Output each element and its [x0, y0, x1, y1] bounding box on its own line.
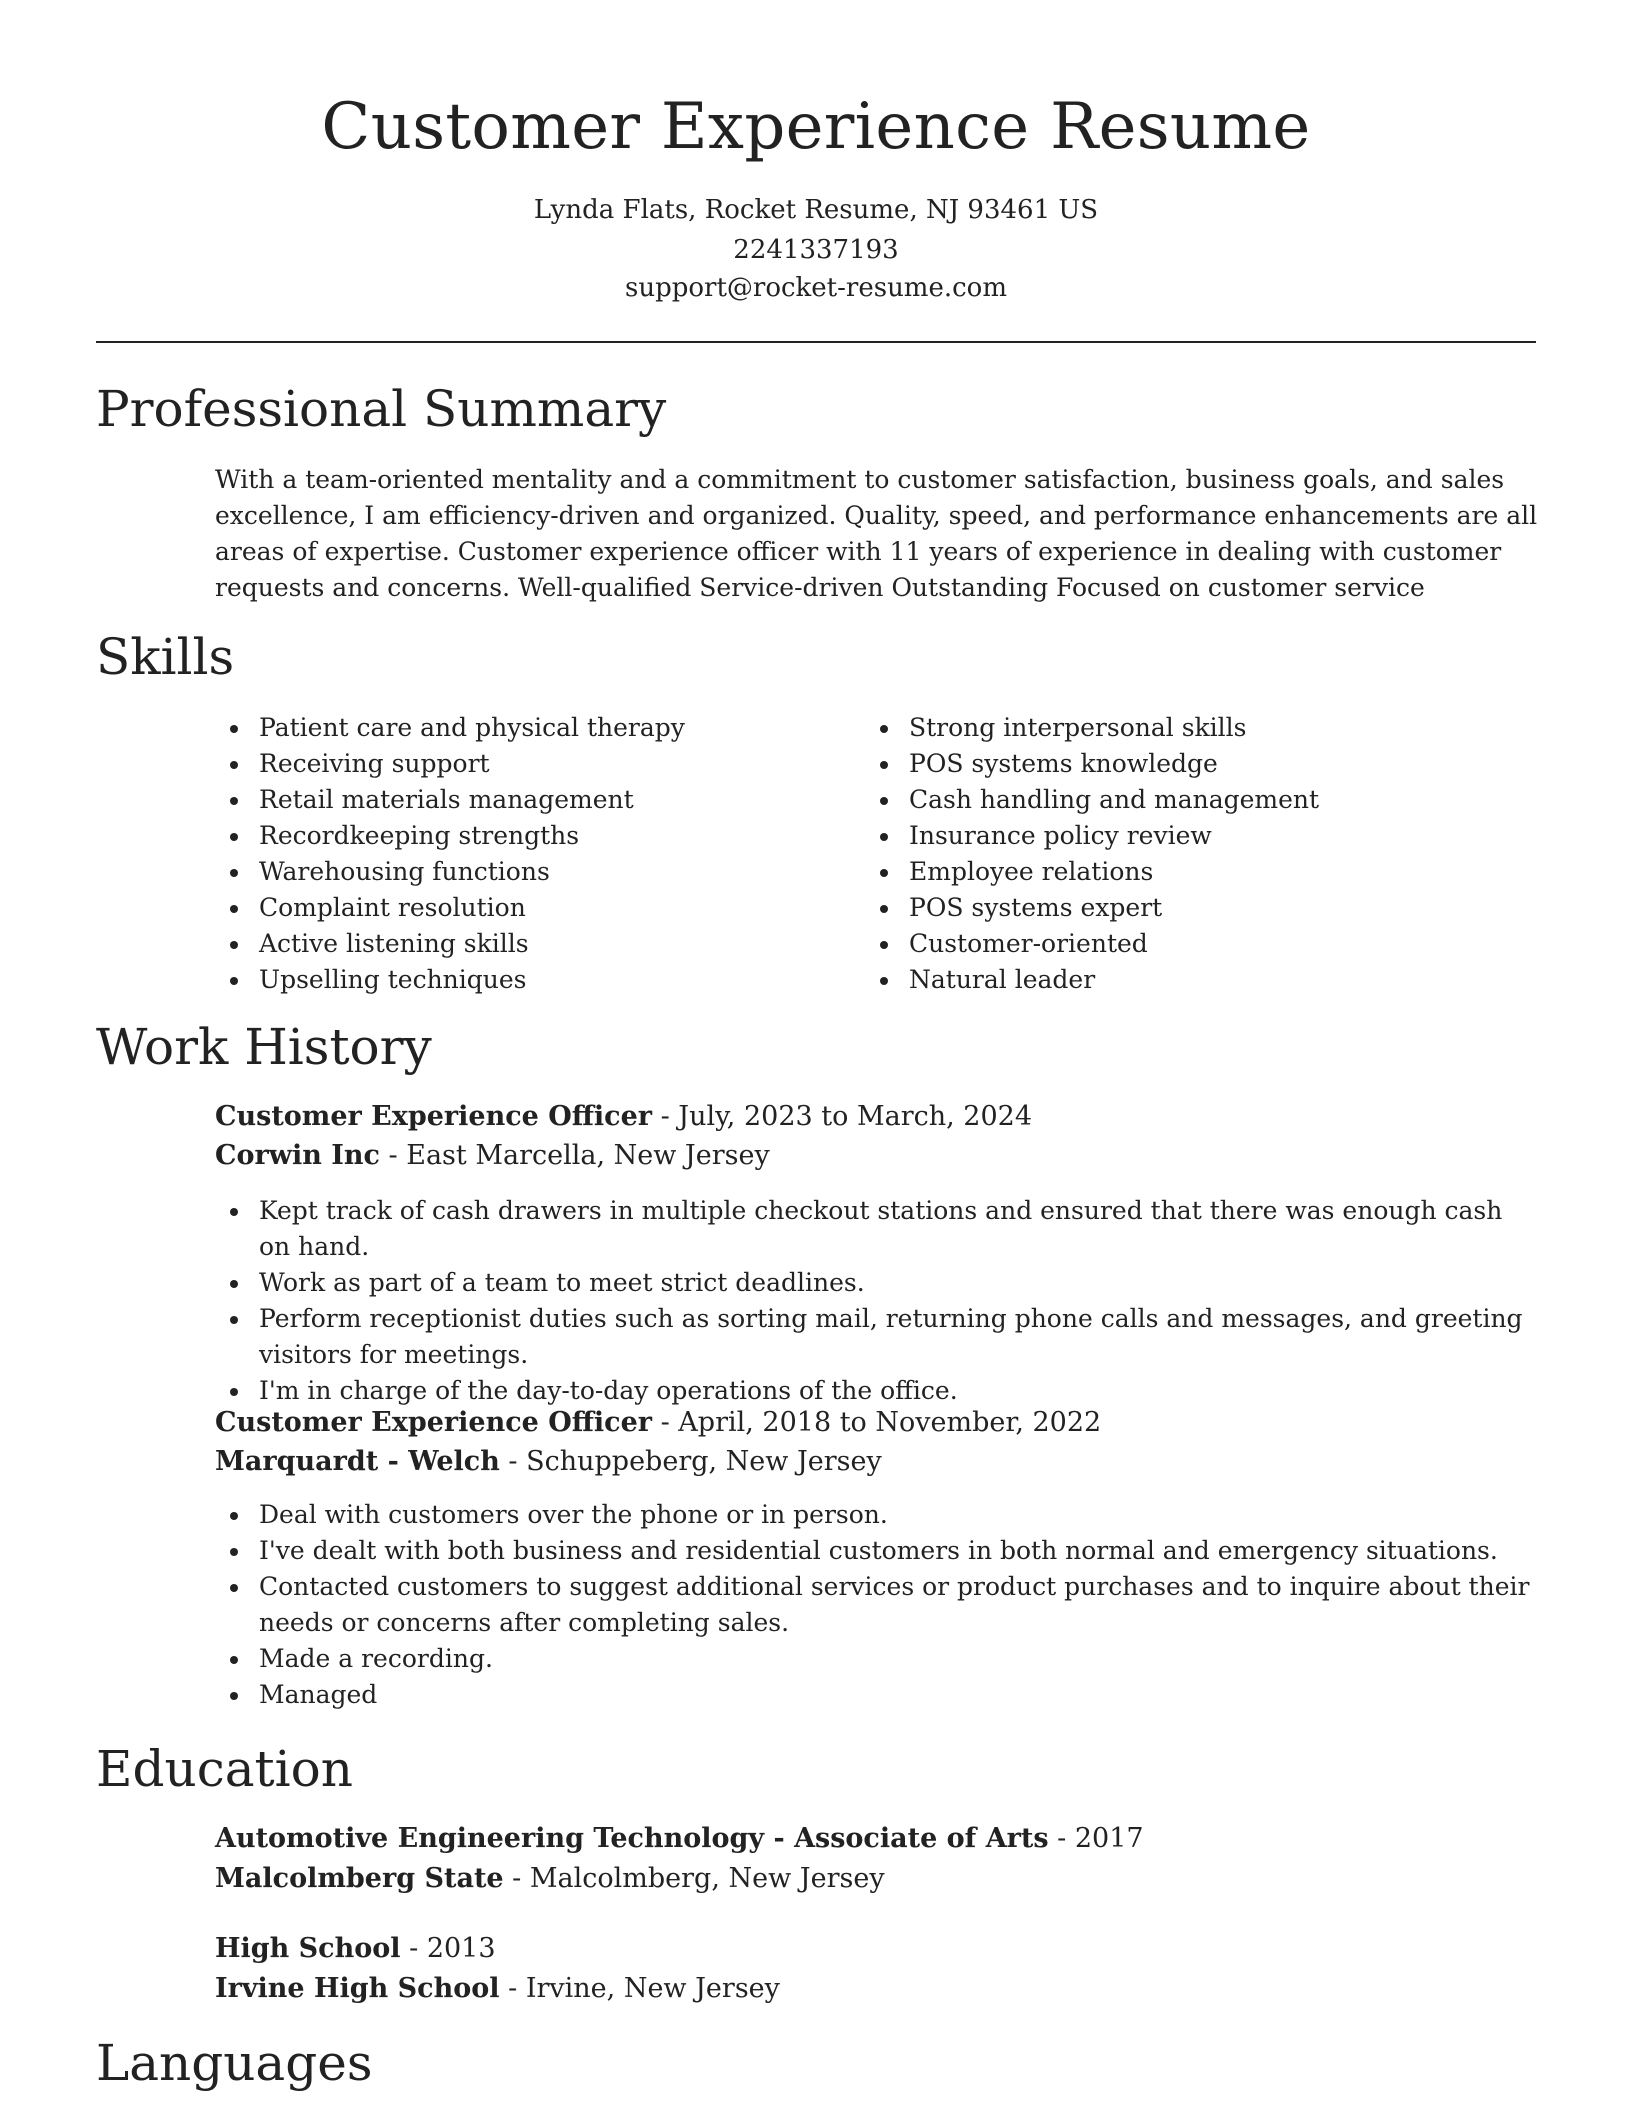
list-item: Patient care and physical therapy [215, 710, 835, 746]
contact-email: support@rocket-resume.com [624, 273, 1007, 303]
job-title: Customer Experience Officer [215, 1101, 652, 1132]
list-item: Customer-oriented [865, 926, 1485, 962]
work-heading: Work History [96, 1018, 432, 1076]
education-year: - 2013 [400, 1933, 496, 1964]
list-item: POS systems knowledge [865, 746, 1485, 782]
education-degree: Automotive Engineering Technology - Associate of Arts [215, 1823, 1049, 1854]
job-company-line [215, 1442, 882, 1482]
list-item: Made a recording. [215, 1641, 1540, 1677]
job-company-line [215, 1136, 770, 1176]
contact-phone: 2241337193 [733, 235, 899, 265]
list-item: Perform receptionist duties such as sorting mail, returning phone calls and messages, and greeting visitors for meetings. [215, 1301, 1540, 1373]
list-item: Employee relations [865, 854, 1485, 890]
summary-heading: Professional Summary [96, 380, 667, 438]
list-item: Warehousing functions [215, 854, 835, 890]
education-degree: High School [215, 1933, 401, 1964]
list-item: I'm in charge of the day-to-day operations of the office. [215, 1373, 1540, 1409]
job-location: - Schuppeberg, New Jersey [499, 1446, 882, 1477]
job-company: Corwin Inc [215, 1140, 380, 1171]
resume-title: Customer Experience Resume [321, 90, 1311, 164]
list-item: POS systems expert [865, 890, 1485, 926]
languages-heading: Languages [96, 2034, 373, 2092]
education-degree-line [215, 1819, 1144, 1859]
education-location: - Irvine, New Jersey [499, 1973, 780, 2004]
education-degree-line [215, 1929, 496, 1969]
list-item: Kept track of cash drawers in multiple checkout stations and ensured that there was enough cash on hand. [215, 1193, 1540, 1265]
skills-list-right [865, 710, 1485, 998]
list-item: Natural leader [865, 962, 1485, 998]
education-heading: Education [96, 1740, 353, 1798]
job-title-line [215, 1403, 1101, 1443]
education-school-line [215, 1969, 780, 2009]
education-school: Malcolmberg State [215, 1863, 504, 1894]
list-item: Work as part of a team to meet strict deadlines. [215, 1265, 1540, 1301]
list-item: Managed [215, 1677, 1540, 1713]
list-item: Cash handling and management [865, 782, 1485, 818]
contact-address: Lynda Flats, Rocket Resume, NJ 93461 US [533, 195, 1099, 225]
list-item: Strong interpersonal skills [865, 710, 1485, 746]
job-location: - East Marcella, New Jersey [379, 1140, 770, 1171]
list-item: Upselling techniques [215, 962, 835, 998]
job-duties-list [215, 1497, 1540, 1713]
list-item: Retail materials management [215, 782, 835, 818]
list-item: I've dealt with both business and residential customers in both normal and emergency situations. [215, 1533, 1540, 1569]
list-item: Receiving support [215, 746, 835, 782]
header-divider [96, 341, 1536, 343]
list-item: Contacted customers to suggest additional services or product purchases and to inquire about their needs or concerns after completing sales. [215, 1569, 1540, 1641]
summary-text: With a team-oriented mentality and a commitment to customer satisfaction, business goals, and sales excellence, I am efficiency-driven and organized. Quality, speed, and performance enhancements are all areas of expertise. Customer experience officer with 11 years of experience in dealing with customer requests and concerns. Well-qualified Service-driven Outstanding Focused on customer service [215, 465, 1538, 602]
list-item: Complaint resolution [215, 890, 835, 926]
job-company: Marquardt - Welch [215, 1446, 500, 1477]
education-school-line [215, 1859, 885, 1899]
list-item: Insurance policy review [865, 818, 1485, 854]
list-item: Deal with customers over the phone or in person. [215, 1497, 1540, 1533]
education-year: - 2017 [1048, 1823, 1144, 1854]
skills-heading: Skills [96, 628, 235, 686]
skills-list-left [215, 710, 835, 998]
job-title: Customer Experience Officer [215, 1407, 652, 1438]
list-item: Recordkeeping strengths [215, 818, 835, 854]
job-title-line [215, 1097, 1032, 1137]
list-item: Active listening skills [215, 926, 835, 962]
education-school: Irvine High School [215, 1973, 500, 2004]
job-dates: - April, 2018 to November, 2022 [652, 1407, 1102, 1438]
job-duties-list [215, 1193, 1540, 1409]
job-dates: - July, 2023 to March, 2024 [652, 1101, 1032, 1132]
education-location: - Malcolmberg, New Jersey [503, 1863, 885, 1894]
